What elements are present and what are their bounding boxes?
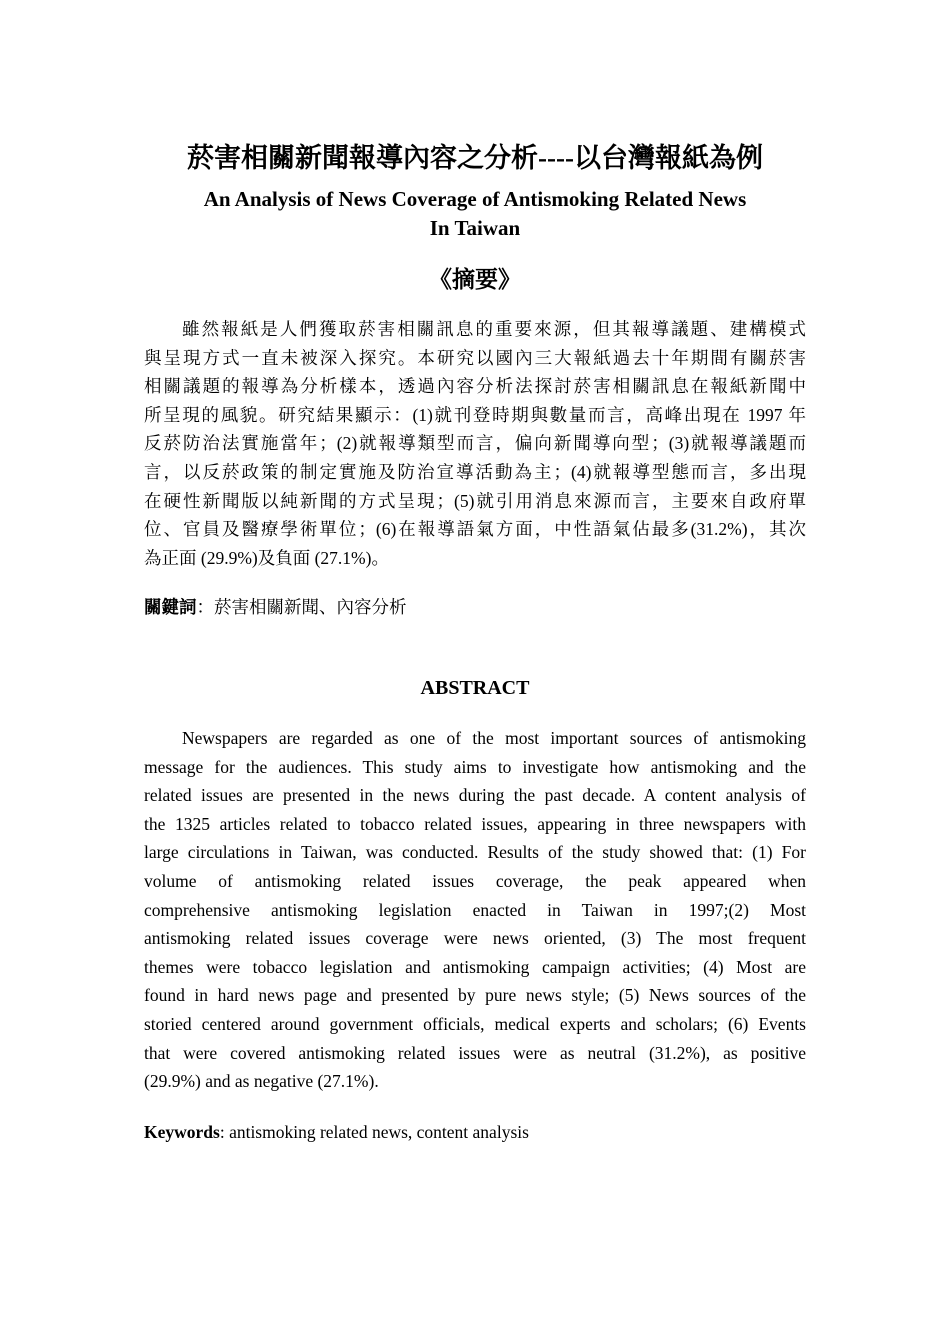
abstract-english-body	[144, 724, 806, 1096]
paragraph-line: volume of antismoking related issues coverage, the peak appeared when	[144, 870, 806, 891]
keywords-english	[144, 1122, 529, 1143]
paragraph-line: themes were tobacco legislation and antismoking campaign activities; (4) Most are	[144, 956, 806, 977]
paragraph-line: storied centered around government officials, medical experts and scholars; (6) Events	[144, 1013, 806, 1034]
paragraph-line: 反菸防治法實施當年；(2)就報導類型而言，偏向新聞導向型；(3)就報導議題而	[144, 433, 806, 454]
paragraph-line: the 1325 articles related to tobacco related issues, appearing in three newspapers with	[144, 813, 806, 834]
paragraph-line: comprehensive antismoking legislation enacted in Taiwan in 1997;(2) Most	[144, 899, 806, 920]
abstract-english-heading: ABSTRACT	[420, 677, 530, 699]
title-english	[0, 185, 950, 243]
title-english-line: In Taiwan	[429, 216, 521, 240]
paragraph-line: 位、官員及醫療學術單位；(6)在報導語氣方面，中性語氣佔最多(31.2%)，其次	[144, 519, 806, 540]
paragraph-line: 言，以反菸政策的制定實施及防治宣導活動為主；(4)就報導型態而言，多出現	[144, 461, 806, 482]
keywords-label: Keywords	[144, 1122, 220, 1142]
paragraph-line: (29.9%) and as negative (27.1%).	[144, 1071, 379, 1092]
abstract-chinese-heading: 《摘要》	[429, 267, 521, 292]
paragraph-line: message for the audiences. This study aims to investigate how antismoking and the	[144, 756, 806, 777]
paragraph-line: Newspapers are regarded as one of the most important sources of antismoking	[182, 728, 806, 748]
paragraph-line: 在硬性新聞版以純新聞的方式呈現；(5)就引用消息來源而言，主要來自政府單	[144, 490, 806, 511]
paragraph-line: 相關議題的報導為分析樣本，透過內容分析法探討菸害相關訊息在報紙新聞中	[144, 376, 806, 397]
keywords-value: 菸害相關新聞、內容分析	[214, 597, 407, 617]
abstract-chinese-body	[144, 315, 806, 572]
paragraph-line: 所呈現的風貌。研究結果顯示：(1)就刊登時期與數量而言，高峰出現在 1997 年	[144, 404, 806, 425]
keywords-chinese	[144, 594, 407, 619]
paragraph-line: that were covered antismoking related issues were as neutral (31.2%), as positive	[144, 1042, 806, 1063]
paragraph-line: related issues are presented in the news during the past decade. A content analysis of	[144, 785, 806, 806]
keywords-label: 關鍵詞	[144, 597, 197, 617]
keywords-value: : antismoking related news, content analysis	[219, 1122, 529, 1142]
paragraph-line: found in hard news page and presented by pure news style; (5) News sources of the	[144, 985, 806, 1006]
title-english-line: An Analysis of News Coverage of Antismoking Related News	[203, 187, 747, 211]
keywords-separator: ：	[196, 597, 214, 617]
title-chinese: 菸害相關新聞報導內容之分析----以台灣報紙為例	[187, 143, 763, 173]
paragraph-line: 雖然報紙是人們獲取菸害相關訊息的重要來源，但其報導議題、建構模式	[182, 319, 806, 339]
paragraph-line: 與呈現方式一直未被深入探究。本研究以國內三大報紙過去十年期間有關菸害	[144, 347, 806, 368]
paragraph-line: 為正面 (29.9%)及負面 (27.1%)。	[144, 547, 389, 568]
paragraph-line: antismoking related issues coverage were news oriented, (3) The most frequent	[144, 928, 806, 949]
paragraph-line: large circulations in Taiwan, was conducted. Results of the study showed that: (1) For	[144, 842, 806, 863]
